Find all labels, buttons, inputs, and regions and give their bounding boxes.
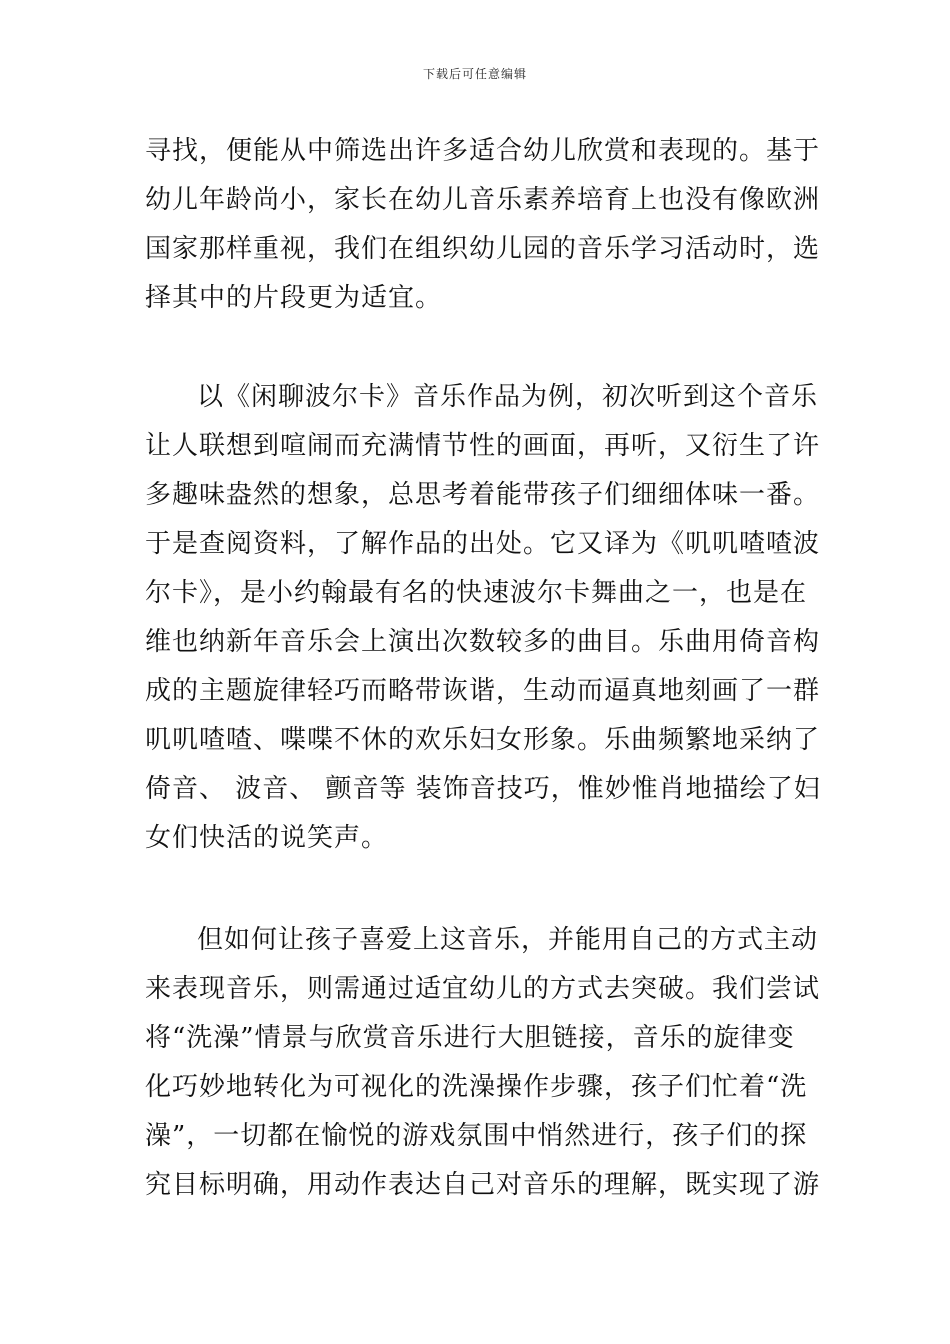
paragraph-1-line-2: 幼儿年龄尚小，家长在幼儿音乐素养培育上也没有像欧洲 xyxy=(145,185,821,215)
paragraph-2-line-4: 于是查阅资料，了解作品的出处。它又译为《叽叽喳喳波 xyxy=(145,529,821,559)
paragraph-2-line-3: 多趣味盎然的想象，总思考着能带孩子们细细体味一番。 xyxy=(145,480,821,510)
paragraph-2-line-2: 让人联想到喧闹而充满情节性的画面，再听，又衍生了许 xyxy=(145,431,821,461)
paragraph-3-line-3: 将“洗澡”情景与欣赏音乐进行大胆链接，音乐的旋律变 xyxy=(145,1023,795,1053)
page-header: 下载后可任意编辑 xyxy=(422,67,527,81)
paragraph-1-line-1: 寻找，便能从中筛选出许多适合幼儿欣赏和表现的。基于 xyxy=(145,136,821,166)
paragraph-3-line-6: 究目标明确，用动作表达自己对音乐的理解，既实现了游 xyxy=(145,1170,821,1200)
paragraph-1-line-4: 择其中的片段更为适宜。 xyxy=(145,283,443,313)
paragraph-1-line-3: 国家那样重视，我们在组织幼儿园的音乐学习活动时，选 xyxy=(145,234,821,264)
paragraph-2-line-5: 尔卡》，是小约翰最有名的快速波尔卡舞曲之一，也是在 xyxy=(145,578,808,608)
paragraph-2-line-7: 成的主题旋律轻巧而略带诙谐，生动而逼真地刻画了一群 xyxy=(145,676,821,706)
paragraph-2-line-6: 维也纳新年音乐会上演出次数较多的曲目。乐曲用倚音构 xyxy=(145,627,821,657)
paragraph-3-line-4: 化巧妙地转化为可视化的洗澡操作步骤，孩子们忙着“洗 xyxy=(145,1072,808,1102)
paragraph-2-line-8: 叽叽喳喳、喋喋不休的欢乐妇女形象。乐曲频繁地采纳了 xyxy=(145,725,821,755)
paragraph-2-line-1: 以《闲聊波尔卡》音乐作品为例，初次听到这个音乐 xyxy=(197,382,819,412)
paragraph-3-line-1: 但如何让孩子喜爱上这音乐，并能用自己的方式主动 xyxy=(197,925,819,955)
paragraph-2-line-9: 倚音、 波音、 颤音等 装饰音技巧，惟妙惟肖地描绘了妇 xyxy=(145,774,821,804)
paragraph-2-line-10: 女们快活的说笑声。 xyxy=(145,823,389,853)
paragraph-3-line-2: 来表现音乐，则需通过适宜幼儿的方式去突破。我们尝试 xyxy=(145,974,821,1004)
paragraph-3-line-5: 澡”，一切都在愉悦的游戏氛围中悄然进行，孩子们的探 xyxy=(145,1121,808,1151)
